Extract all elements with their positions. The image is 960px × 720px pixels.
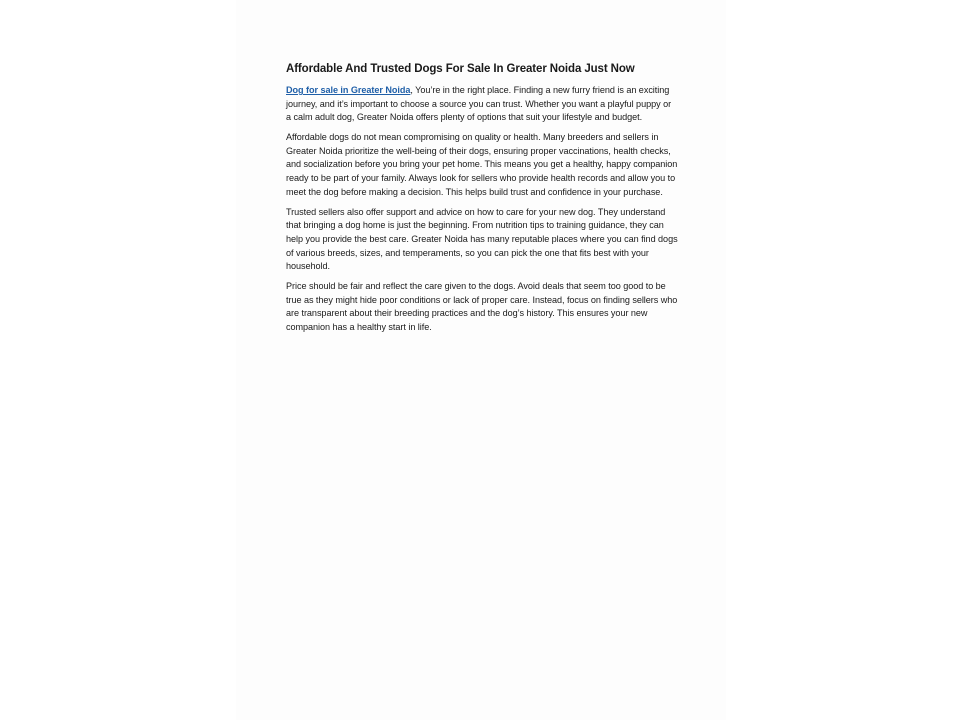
paragraph-price: Price should be fair and reflect the care given to the dogs. Avoid deals that seem too good to be true as they might hide poor conditions or lack of proper care. Instead, focus on finding sellers who are transparent about their breeding practices and the dog’s history. This ensures your new companion has a healthy start in life. <box>286 281 678 332</box>
document-title: Affordable And Trusted Dogs For Sale In Greater Noida Just Now <box>286 63 635 75</box>
paragraph-health: Affordable dogs do not mean compromising on quality or health. Many breeders and sellers in Greater Noida prioritize the well-being of their dogs, ensuring proper vaccinations, health checks, and socialization before you bring your pet home. This means you get a healthy, happy companion ready to be part of your family. Always look for sellers who provide health records and allow you to meet the dog before making a decision. This helps build trust and confidence in your purchase. <box>286 132 678 197</box>
intro-text: , You’re in the right place. Finding a new furry friend is an exciting journey, and it’s important to choose a source you can trust. Whether you want a playful puppy or a calm adult dog, Greater Noida offers plenty of options that suit your lifestyle and budget. <box>286 85 672 123</box>
intro-paragraph <box>286 84 678 125</box>
paragraph-support: Trusted sellers also offer support and advice on how to care for your new dog. They understand that bringing a dog home is just the beginning. From nutrition tips to training guidance, they can help you provide the best care. Greater Noida has many reputable places where you can find dogs of various breeds, sizes, and temperaments, so you can pick the one that fits best with your household. <box>286 206 678 272</box>
dog-for-sale-link[interactable]: Dog for sale in Greater Noida <box>286 85 411 95</box>
document-content <box>286 60 678 341</box>
